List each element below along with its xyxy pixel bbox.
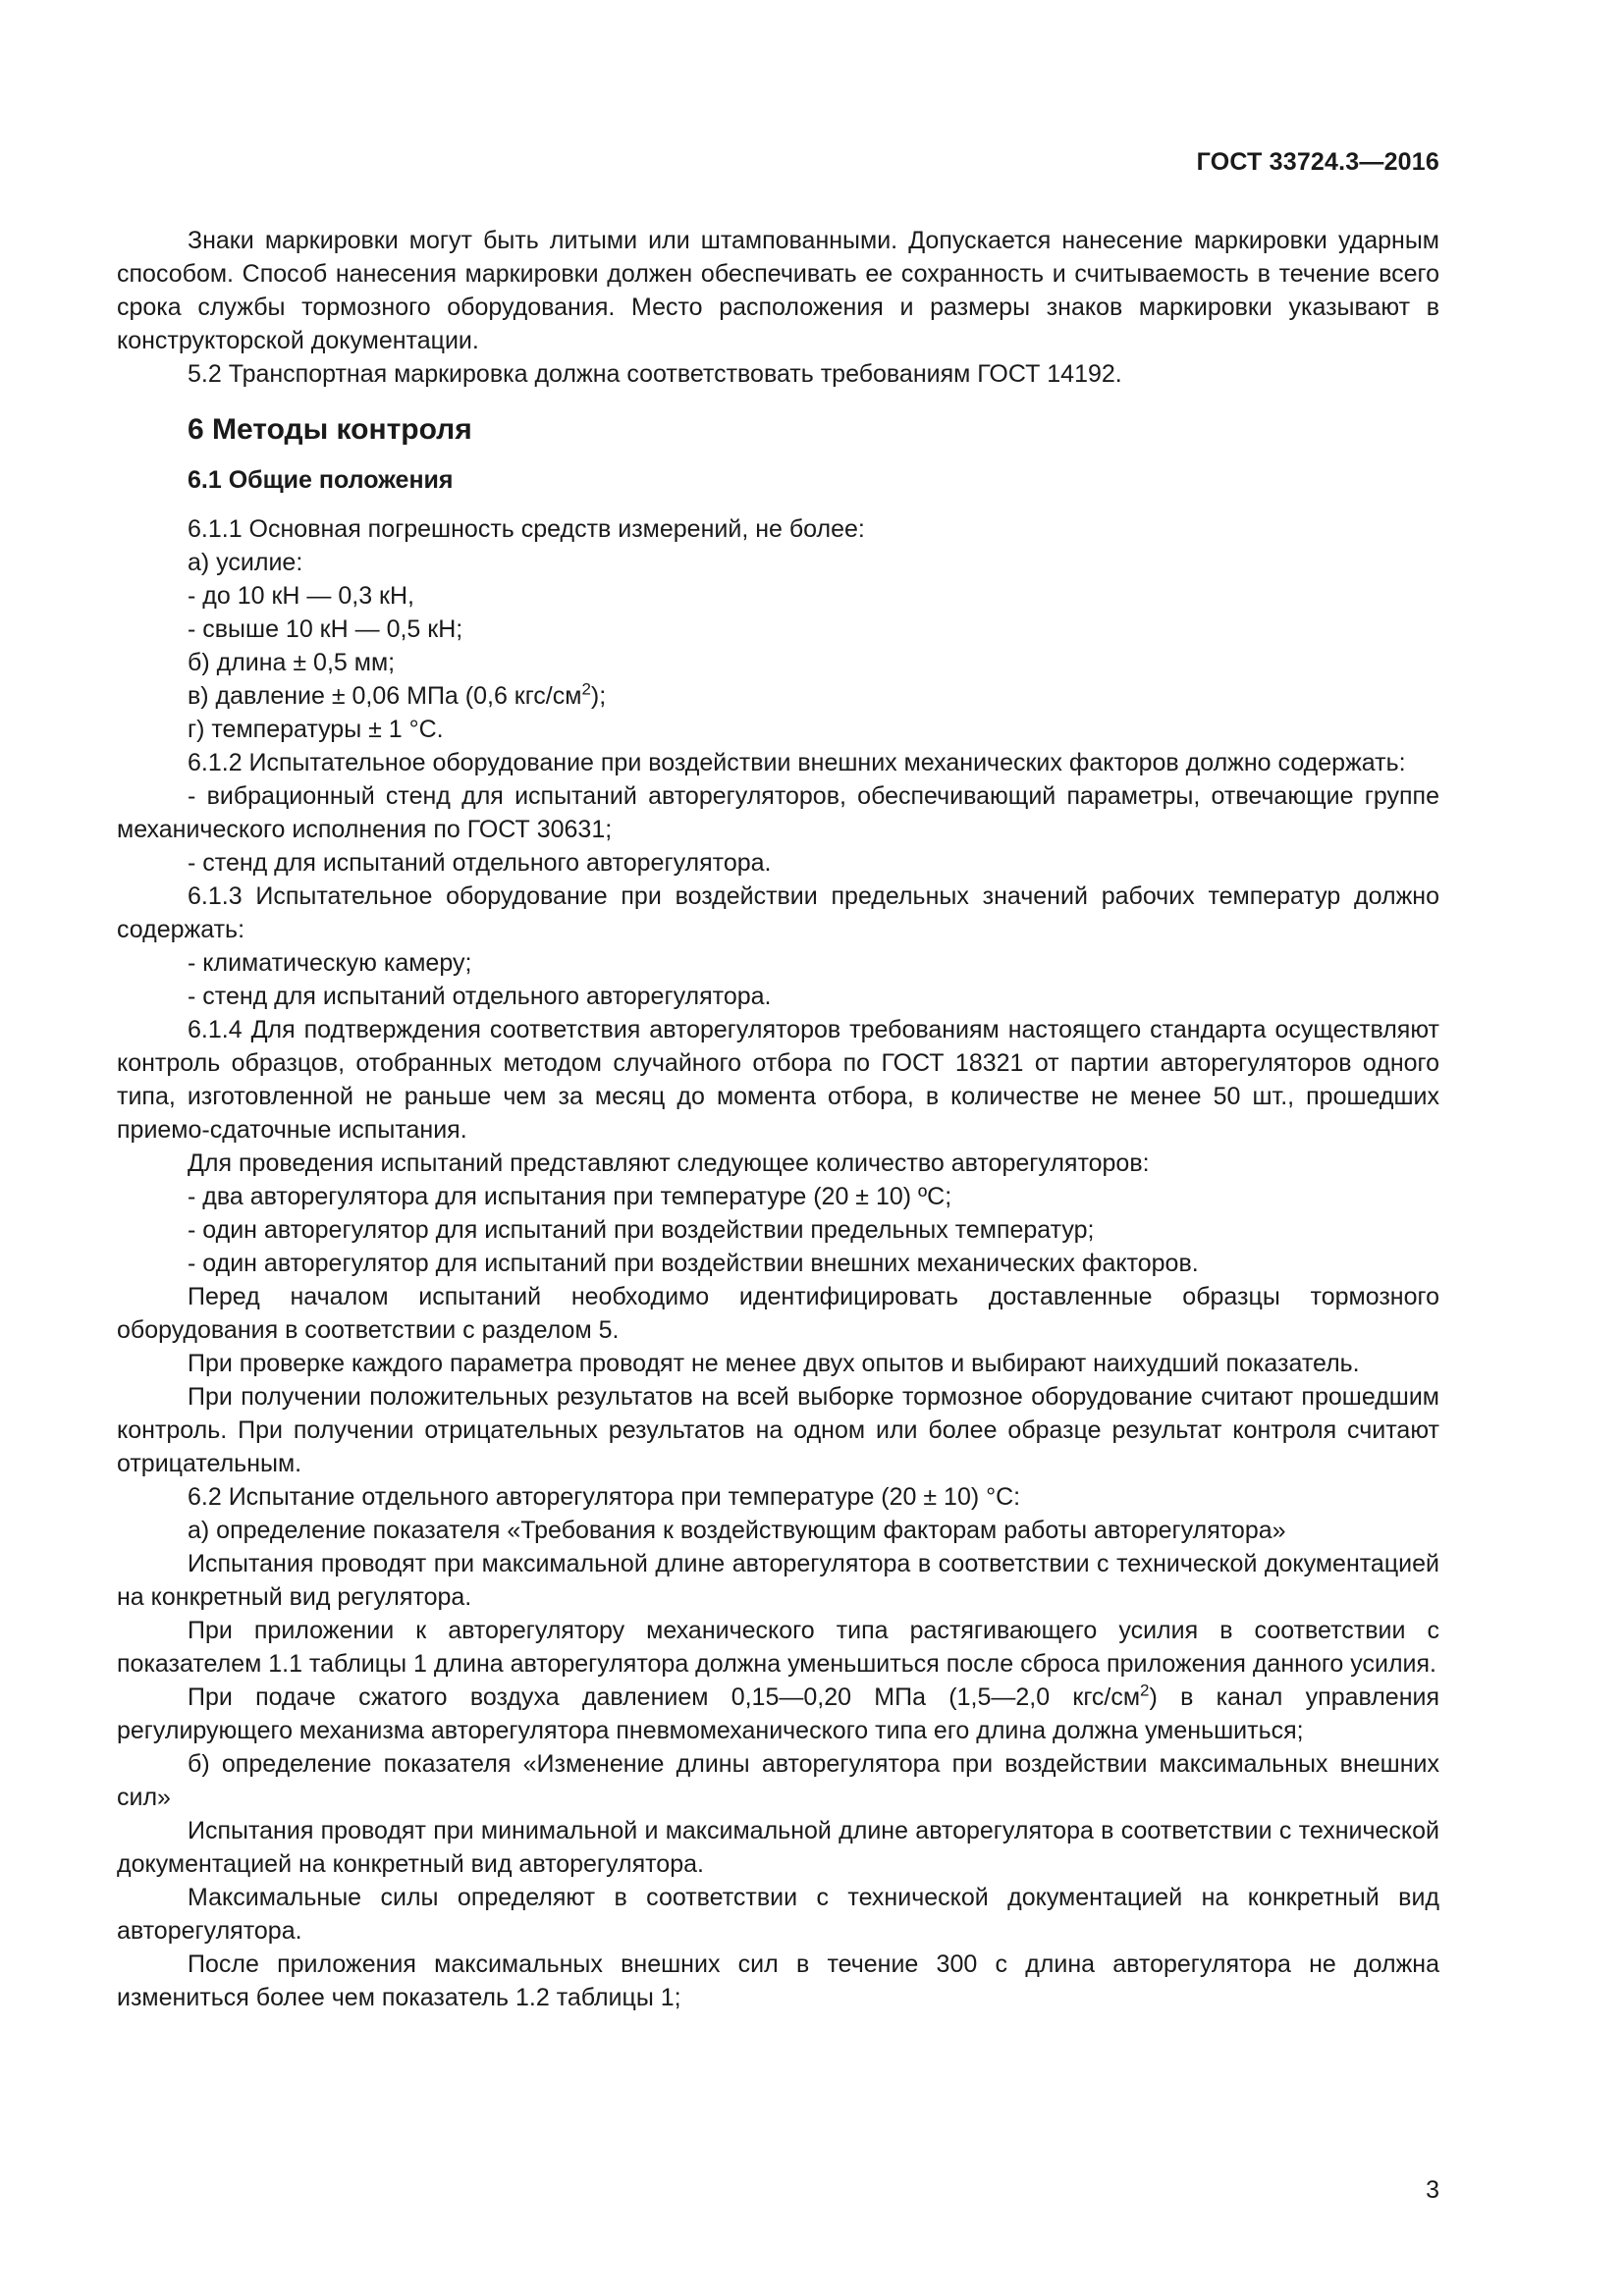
paragraph-text: ) в канал управления регулирующего механизма авторегулятора пневмомеханического типа его длина должна уменьшиться;	[117, 1683, 1440, 1744]
paragraph: 6.1.1 Основная погрешность средств измерений, не более:	[188, 515, 865, 543]
paragraph: Испытания проводят при минимальной и максимальной длине авторегулятора в соответствии с технической документацией на конкретный вид авторегулятора.	[117, 1817, 1439, 1878]
paragraph: - один авторегулятор для испытаний при воздействии внешних механических факторов.	[188, 1250, 1199, 1277]
paragraph: - до 10 кН — 0,3 кН,	[188, 582, 414, 610]
paragraph: а) определение показателя «Требования к воздействующим факторам работы авторегулятора»	[188, 1517, 1286, 1544]
paragraph	[117, 679, 1439, 713]
paragraph: г) температуры ± 1 °С.	[188, 716, 444, 743]
paragraph: После приложения максимальных внешних сил в течение 300 с длина авторегулятора не должна измениться более чем показатель 1.2 таблицы 1;	[117, 1950, 1439, 2011]
paragraph: 6.2 Испытание отдельного авторегулятора при температуре (20 ± 10) °С:	[188, 1483, 1021, 1511]
paragraph-text: При подаче сжатого воздуха давлением 0,15—0,20 МПа (1,5—2,0 кгс/см	[188, 1683, 1141, 1711]
paragraph: Для проведения испытаний представляют следующее количество авторегуляторов:	[188, 1149, 1150, 1177]
paragraph: При приложении к авторегулятору механического типа растягивающего усилия в соответствии с показателем 1.1 таблицы 1 длина авторегулятора должна уменьшиться после сброса приложения данного усилия.	[117, 1617, 1439, 1678]
superscript: 2	[1140, 1681, 1150, 1700]
paragraph: б) определение показателя «Изменение длины авторегулятора при воздействии максимальных внешних сил»	[117, 1750, 1439, 1811]
paragraph: б) длина ± 0,5 мм;	[188, 649, 396, 676]
paragraph: Знаки маркировки могут быть литыми или штампованными. Допускается нанесение маркировки ударным способом. Способ нанесения маркировки должен обеспечивать ее сохранность и считываемость в течение всего срока службы тормозного оборудования. Место расположения и размеры знаков маркировки указывают в конструкторской документации.	[117, 227, 1439, 354]
paragraph: - два авторегулятора для испытания при температуре (20 ± 10) ºС;	[188, 1183, 952, 1210]
paragraph: Максимальные силы определяют в соответствии с технической документацией на конкретный вид авторегулятора.	[117, 1884, 1439, 1945]
document-body	[117, 224, 1439, 2014]
superscript: 2	[581, 679, 591, 699]
page-number: 3	[1426, 2176, 1439, 2204]
paragraph: - стенд для испытаний отдельного авторегулятора.	[188, 983, 772, 1010]
paragraph: При получении положительных результатов на всей выборке тормозное оборудование считают прошедшим контроль. При получении отрицательных результатов на одном или более образце результат контроля считают отрицательным.	[117, 1383, 1439, 1477]
paragraph: - один авторегулятор для испытаний при воздействии предельных температур;	[188, 1216, 1095, 1244]
paragraph: 6.1.2 Испытательное оборудование при воздействии внешних механических факторов должно содержать:	[188, 749, 1406, 776]
paragraph: 6.1.4 Для подтверждения соответствия авторегуляторов требованиям настоящего стандарта осуществляют контроль образцов, отобранных методом случайного отбора по ГОСТ 18321 от партии авторегуляторов одного типа, изготовленной не раньше чем за месяц до момента отбора, в количестве не менее 50 шт., прошедших приемо-сдаточные испытания.	[117, 1016, 1439, 1144]
paragraph-text: );	[590, 682, 607, 710]
subsection-heading: 6.1 Общие положения	[188, 466, 454, 494]
paragraph: Испытания проводят при максимальной длине авторегулятора в соответствии с технической документацией на конкретный вид регулятора.	[117, 1550, 1439, 1611]
paragraph-text: в) давление ± 0,06 МПа (0,6 кгс/см	[188, 682, 582, 710]
paragraph: - вибрационный стенд для испытаний авторегуляторов, обеспечивающий параметры, отвечающие группе механического исполнения по ГОСТ 30631;	[117, 782, 1439, 843]
paragraph: 5.2 Транспортная маркировка должна соответствовать требованиям ГОСТ 14192.	[188, 360, 1122, 388]
paragraph: 6.1.3 Испытательное оборудование при воздействии предельных значений рабочих температур должно содержать:	[117, 882, 1439, 943]
document-code-header: ГОСТ 33724.3—2016	[1196, 148, 1439, 176]
paragraph	[117, 1681, 1439, 1747]
paragraph: Перед началом испытаний необходимо идентифицировать доставленные образцы тормозного оборудования в соответствии с разделом 5.	[117, 1283, 1439, 1344]
paragraph: - свыше 10 кН — 0,5 кН;	[188, 615, 463, 643]
paragraph: При проверке каждого параметра проводят не менее двух опытов и выбирают наихудший показатель.	[188, 1350, 1360, 1377]
paragraph: а) усилие:	[188, 549, 303, 576]
section-heading: 6 Методы контроля	[188, 413, 472, 446]
paragraph: - климатическую камеру;	[188, 949, 472, 977]
paragraph: - стенд для испытаний отдельного авторегулятора.	[188, 849, 772, 877]
